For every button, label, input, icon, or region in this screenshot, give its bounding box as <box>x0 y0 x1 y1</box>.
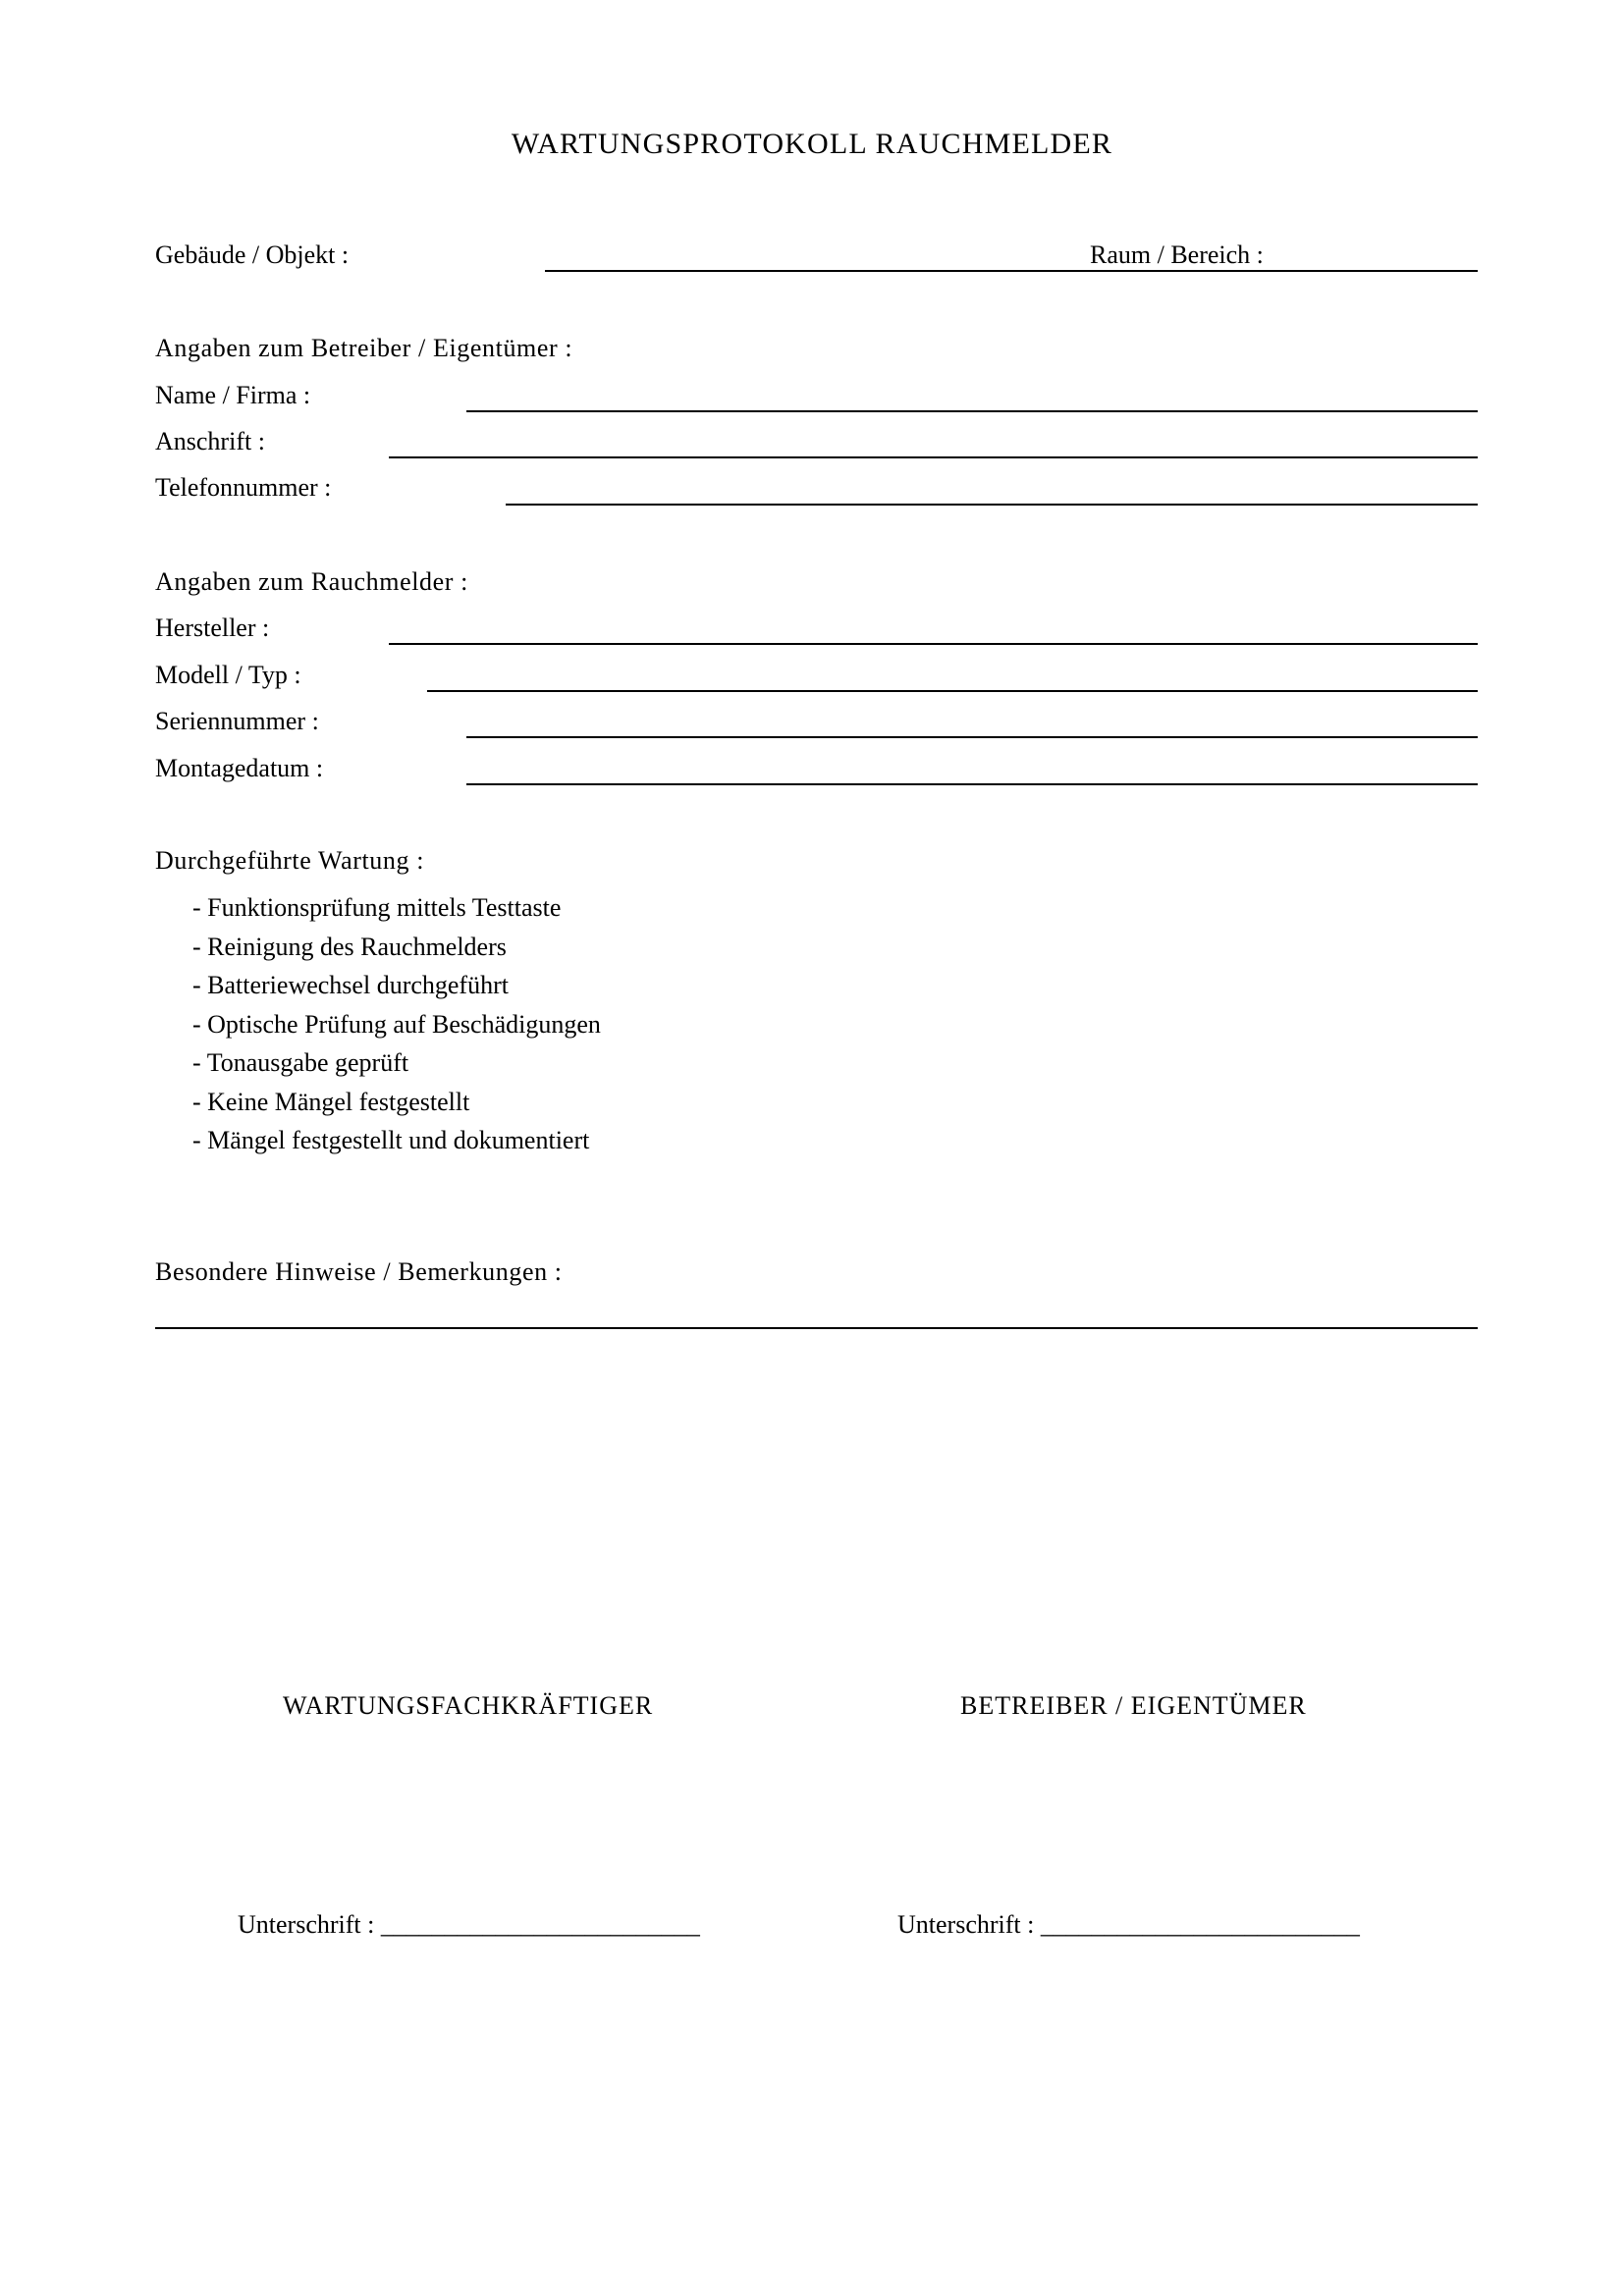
operator-phone-label: Telefonnummer : <box>155 473 332 502</box>
operator-heading: BETREIBER / EIGENTÜMER <box>960 1691 1307 1720</box>
serial-number-field-line[interactable] <box>466 736 1478 738</box>
manufacturer-label: Hersteller : <box>155 614 270 642</box>
operator-name-field-line[interactable] <box>466 410 1478 412</box>
operator-signature-field[interactable]: Unterschrift : _________________________ <box>897 1910 1360 1939</box>
maintenance-item: - Reinigung des Rauchmelders <box>192 933 507 961</box>
remarks-heading: Besondere Hinweise / Bemerkungen : <box>155 1257 563 1286</box>
operator-name-label: Name / Firma : <box>155 381 311 409</box>
document-title: WARTUNGSPROTOKOLL RAUCHMELDER <box>511 128 1113 160</box>
maintenance-item: - Optische Prüfung auf Beschädigungen <box>192 1010 601 1039</box>
building-label: Gebäude / Objekt : <box>155 240 350 269</box>
mounting-date-label: Montagedatum : <box>155 754 324 782</box>
maintenance-item: - Batteriewechsel durchgeführt <box>192 971 509 999</box>
model-label: Modell / Typ : <box>155 661 301 689</box>
room-label: Raum / Bereich : <box>1090 242 1270 268</box>
operator-phone-field-line[interactable] <box>506 504 1478 506</box>
mounting-date-field-line[interactable] <box>466 783 1478 785</box>
manufacturer-field-line[interactable] <box>389 643 1478 645</box>
technician-signature-field[interactable]: Unterschrift : _________________________ <box>238 1910 700 1939</box>
maintenance-item: - Mängel festgestellt und dokumentiert <box>192 1126 590 1154</box>
model-field-line[interactable] <box>427 690 1478 692</box>
maintenance-item: - Keine Mängel festgestellt <box>192 1088 470 1116</box>
maintenance-item: - Tonausgabe geprüft <box>192 1048 409 1077</box>
building-field-line[interactable] <box>545 270 1478 272</box>
technician-heading: WARTUNGSFACHKRÄFTIGER <box>283 1691 654 1720</box>
operator-address-field-line[interactable] <box>389 456 1478 458</box>
operator-address-label: Anschrift : <box>155 427 265 455</box>
maintenance-heading: Durchgeführte Wartung : <box>155 846 425 875</box>
serial-number-label: Seriennummer : <box>155 707 319 735</box>
remarks-field-line[interactable] <box>155 1327 1478 1329</box>
operator-section-heading: Angaben zum Betreiber / Eigentümer : <box>155 334 573 362</box>
detector-section-heading: Angaben zum Rauchmelder : <box>155 567 468 596</box>
maintenance-item: - Funktionsprüfung mittels Testtaste <box>192 893 562 922</box>
